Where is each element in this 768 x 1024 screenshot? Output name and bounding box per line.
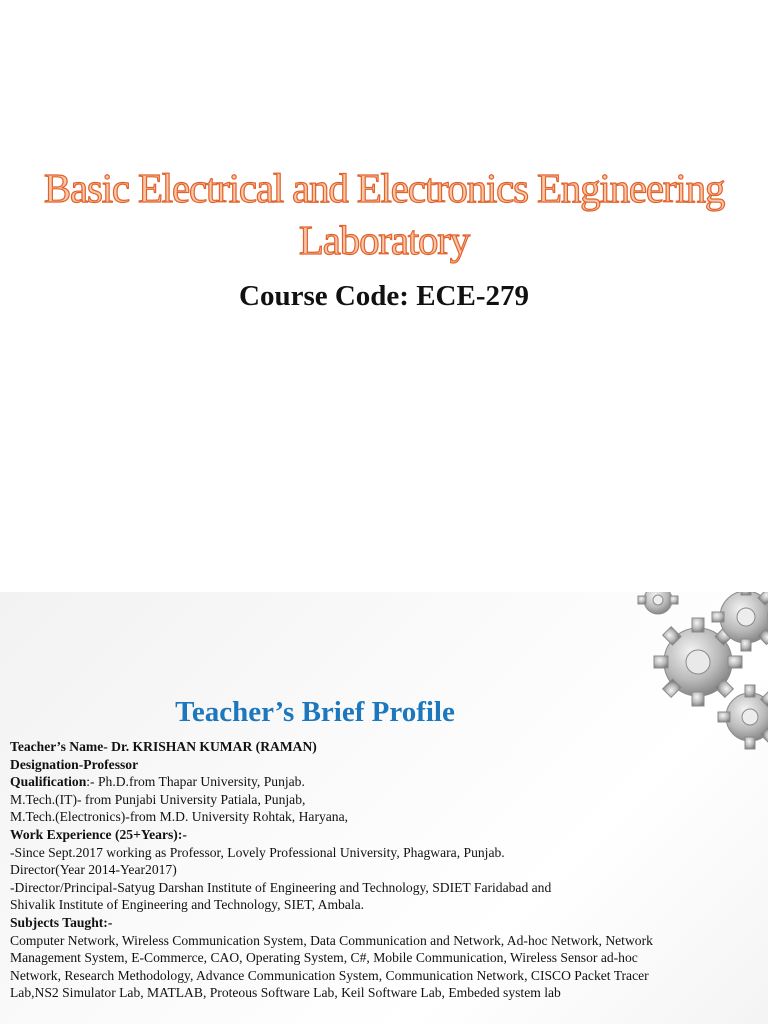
subjects-line: Lab,NS2 Simulator Lab, MATLAB, Proteous Software Lab, Keil Software Lab, Embeded system lab (10, 985, 561, 1001)
work-line: -Director/Principal-Satyug Darshan Institute of Engineering and Technology, SDIET Faridabad and (10, 879, 552, 895)
mtech-it-line: M.Tech.(IT)- from Punjabi University Patiala, Punjab, (10, 791, 306, 807)
subjects-line: Network, Research Methodology, Advance Communication System, Communication Network, CISCO Packet Tracer (10, 967, 649, 983)
profile-slide (0, 592, 768, 1024)
work-line: Director(Year 2014-Year2017) (10, 862, 177, 878)
course-code: Course Code: ECE-279 (239, 280, 529, 312)
work-line: -Since Sept.2017 working as Professor, Lovely Professional University, Phagwara, Punjab. (10, 844, 505, 860)
work-experience-label: Work Experience (25+Years):- (10, 826, 187, 842)
qualification-line (10, 773, 760, 791)
subjects-line: Computer Network, Wireless Communication System, Data Communication and Network, Ad-hoc Network, Network (10, 932, 653, 948)
slide-title-line-2: Laboratory (298, 217, 470, 263)
slide-title (0, 162, 768, 266)
designation: Designation-Professor (10, 756, 139, 772)
subjects-line: Management System, E-Commerce, CAO, Operating System, C#, Mobile Communication, Wireless Sensor ad-hoc (10, 950, 638, 966)
profile-heading: Teacher’s Brief Profile (175, 696, 455, 728)
qualification-label: Qualification (10, 774, 87, 790)
gears-icon (628, 592, 768, 762)
work-line: Shivalik Institute of Engineering and Technology, SIET, Ambala. (10, 897, 365, 913)
teacher-name: Teacher’s Name- Dr. KRISHAN KUMAR (RAMAN) (10, 739, 317, 754)
mtech-electronics-line: M.Tech.(Electronics)-from M.D. University Rohtak, Haryana, (10, 809, 349, 825)
profile-body (10, 738, 760, 1002)
qualification-value: :- Ph.D.from Thapar University, Punjab. (86, 774, 305, 790)
slide-title-line-1: Basic Electrical and Electronics Engineering (43, 165, 725, 211)
subjects-label: Subjects Taught:- (10, 914, 113, 930)
